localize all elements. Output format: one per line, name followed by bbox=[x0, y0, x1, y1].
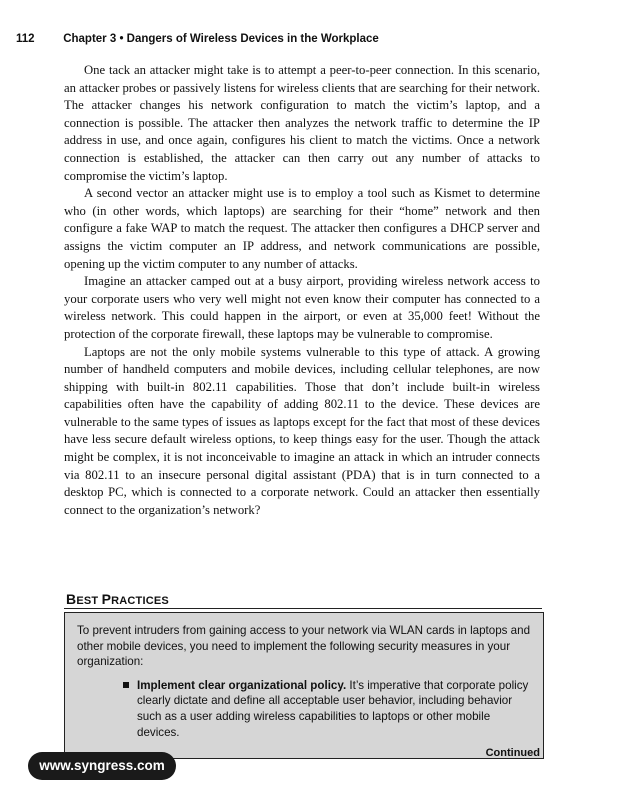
continued-label: Continued bbox=[485, 747, 540, 759]
best-practices-title-rest-1: EST bbox=[76, 595, 102, 607]
body-text bbox=[64, 62, 540, 519]
best-practices-title bbox=[66, 591, 169, 607]
square-bullet-icon bbox=[123, 682, 129, 688]
best-practices-title-rest-2: RACTICES bbox=[111, 595, 169, 607]
page-number: 112 bbox=[16, 33, 35, 45]
paragraph: One tack an attacker might take is to attempt a peer-to-peer connection. In this scenario, an attacker probes or passively listens for wireless clients that are searching for their network. The attacker changes his network configuration to match the victim’s laptop, and a connection is possible. The attacker then analyzes the network traffic to determine the IP address in use, and once again, configures his client to match the victims. Once a network connection is established, the attacker can then carry out any number of attacks to compromise the victim’s laptop. bbox=[64, 63, 540, 183]
page-header bbox=[16, 33, 590, 45]
best-practices-box bbox=[64, 612, 544, 759]
best-practices-title-initial-p: P bbox=[101, 591, 112, 607]
chapter-title: Chapter 3 • Dangers of Wireless Devices in the Workplace bbox=[63, 33, 379, 45]
best-practices-list bbox=[77, 678, 531, 740]
list-item bbox=[123, 678, 531, 740]
paragraph: Laptops are not the only mobile systems vulnerable to this type of attack. A growing number of handheld computers and mobile devices, including cellular telephones, are now shipping with built-in 802.11 capabilities. Those that don’t include built-in wireless capabilities often have the capability of adding 802.11 to the device. These devices are vulnerable to the same types of issues as laptops except for the fact that most of these devices have less secure default wireless options, to keep things easy for the user. Though the attack might be complex, it is not inconceivable to imagine an attack in which an intruder connects via 802.11 to an insecure personal digital assistant (PDA) that is in turn connected to a desktop PC, which is connected to a corporate network. Could an attacker then essentially connect to the organization’s network? bbox=[64, 344, 540, 517]
section-divider bbox=[64, 608, 542, 609]
best-practices-intro: To prevent intruders from gaining access to your network via WLAN cards in laptops and other mobile devices, you need to implement the following security measures in your organization: bbox=[77, 624, 531, 669]
list-item-heading: Implement clear organizational policy. bbox=[137, 678, 347, 692]
list-item-text: It’s imperative that corporate policy clearly dictate and define all acceptable user behavior, including behavior such as a user adding wireless capabilities to laptops or other mobile devices. bbox=[137, 678, 529, 739]
paragraph: Imagine an attacker camped out at a busy airport, providing wireless network access to your corporate users who very well might not even know their computer has connected to a wireless network. This could happen in the airport, or even at 35,000 feet! Without the protection of the corporate firewall, these laptops may be vulnerable to compromise. bbox=[64, 274, 540, 341]
best-practices-title-initial-b: B bbox=[66, 591, 77, 607]
paragraph: A second vector an attacker might use is to employ a tool such as Kismet to determine who (in other words, which laptops) are searching for their “home” network and then configure a fake WAP to match the request. The attacker then configures a DHCP server and assigns the victim computer an IP address, and network communications are possible, opening up the victim computer to any number of attacks. bbox=[64, 186, 540, 271]
footer-url-badge: www.syngress.com bbox=[28, 752, 176, 780]
